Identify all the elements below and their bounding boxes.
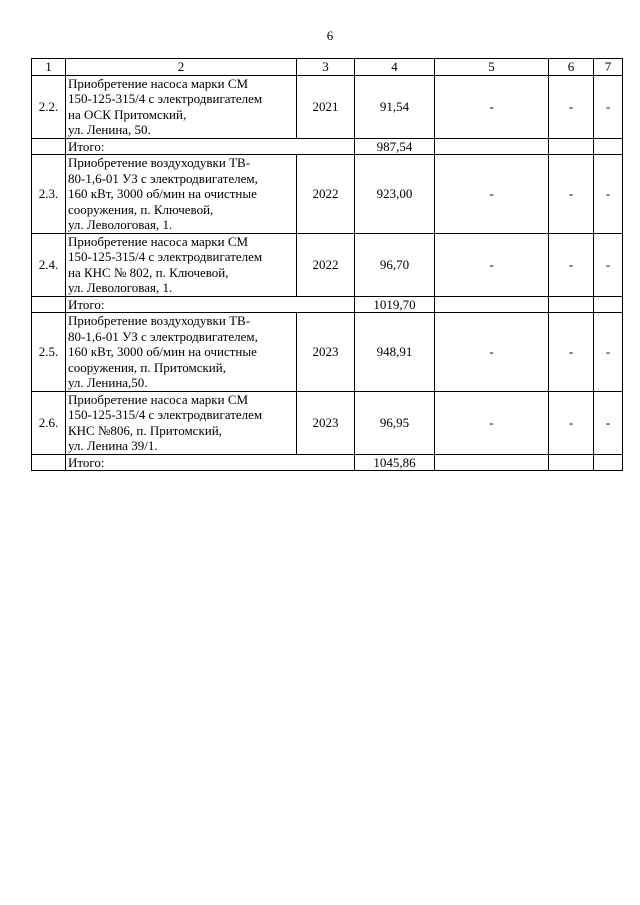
description-line: 160 кВт, 3000 об/мин на очистные bbox=[68, 186, 257, 201]
column-5-value: - bbox=[435, 391, 549, 454]
empty-cell bbox=[549, 138, 594, 155]
total-amount: 987,54 bbox=[355, 138, 435, 155]
column-5-value: - bbox=[435, 155, 549, 234]
description-line: 150-125-315/4 с электродвигателем bbox=[68, 407, 263, 422]
empty-cell bbox=[594, 138, 623, 155]
table-row bbox=[32, 313, 623, 392]
empty-cell bbox=[32, 296, 66, 313]
description-line: 80-1,6-01 УЗ с электродвигателем, bbox=[68, 328, 258, 344]
description-line: сооружения, п. Притомский, bbox=[68, 359, 226, 375]
item-number: 2.2. bbox=[32, 75, 66, 138]
item-number: 2.3. bbox=[32, 155, 66, 234]
total-label: Итого: bbox=[66, 454, 355, 471]
table-header-row bbox=[32, 59, 623, 76]
item-year: 2022 bbox=[297, 155, 355, 234]
header-cell: 5 bbox=[435, 59, 549, 76]
description-line: сооружения, п. Ключевой, bbox=[68, 201, 214, 217]
item-amount: 96,95 bbox=[355, 391, 435, 454]
empty-cell bbox=[549, 296, 594, 313]
total-label: Итого: bbox=[66, 296, 355, 313]
header-cell: 7 bbox=[594, 59, 623, 76]
column-6-value: - bbox=[549, 391, 594, 454]
total-row bbox=[32, 296, 623, 313]
description-line: Приобретение насоса марки СМ bbox=[68, 75, 249, 91]
column-5-value: - bbox=[435, 75, 549, 138]
description-line: ул. Ленина, 50. bbox=[68, 122, 151, 137]
empty-cell bbox=[435, 454, 549, 471]
column-7-value: - bbox=[594, 313, 623, 392]
page-number: 6 bbox=[326, 28, 334, 43]
description-line: на ОСК Притомский, bbox=[68, 106, 187, 122]
description-line: КНС №806, п. Притомский, bbox=[68, 422, 222, 438]
item-number: 2.4. bbox=[32, 233, 66, 296]
header-cell: 3 bbox=[297, 59, 355, 76]
item-year: 2023 bbox=[297, 391, 355, 454]
description-line: Приобретение насоса марки СМ bbox=[68, 233, 249, 249]
description-line: ул. Левологовая, 1. bbox=[68, 280, 173, 295]
description-line: ул. Ленина 39/1. bbox=[68, 438, 158, 453]
empty-cell bbox=[549, 454, 594, 471]
column-6-value: - bbox=[549, 313, 594, 392]
item-amount: 96,70 bbox=[355, 233, 435, 296]
total-amount: 1045,86 bbox=[355, 454, 435, 471]
description-line: ул. Левологовая, 1. bbox=[68, 217, 173, 232]
description-line: ул. Ленина,50. bbox=[68, 375, 148, 390]
item-amount: 91,54 bbox=[355, 75, 435, 138]
empty-cell bbox=[32, 454, 66, 471]
item-year: 2023 bbox=[297, 313, 355, 392]
empty-cell bbox=[594, 454, 623, 471]
description-line: Приобретение воздуходувки ТВ- bbox=[68, 155, 251, 170]
total-row bbox=[32, 138, 623, 155]
column-7-value: - bbox=[594, 75, 623, 138]
description-line: Приобретение насоса марки СМ bbox=[68, 391, 249, 407]
description-line: 80-1,6-01 УЗ с электродвигателем, bbox=[68, 170, 258, 186]
item-description bbox=[66, 75, 297, 138]
column-7-value: - bbox=[594, 155, 623, 234]
column-7-value: - bbox=[594, 391, 623, 454]
empty-cell bbox=[32, 138, 66, 155]
budget-table bbox=[31, 58, 623, 471]
empty-cell bbox=[594, 296, 623, 313]
table-row bbox=[32, 155, 623, 234]
item-year: 2022 bbox=[297, 233, 355, 296]
description-line: 150-125-315/4 с электродвигателем bbox=[68, 91, 263, 106]
total-row bbox=[32, 454, 623, 471]
header-cell: 2 bbox=[66, 59, 297, 76]
empty-cell bbox=[435, 138, 549, 155]
item-description bbox=[66, 391, 297, 454]
empty-cell bbox=[435, 296, 549, 313]
header-cell: 1 bbox=[32, 59, 66, 76]
header-cell: 4 bbox=[355, 59, 435, 76]
description-line: на КНС № 802, п. Ключевой, bbox=[68, 264, 229, 280]
column-6-value: - bbox=[549, 155, 594, 234]
item-number: 2.6. bbox=[32, 391, 66, 454]
table-row bbox=[32, 391, 623, 454]
column-5-value: - bbox=[435, 313, 549, 392]
item-amount: 923,00 bbox=[355, 155, 435, 234]
item-description bbox=[66, 313, 297, 392]
column-6-value: - bbox=[549, 75, 594, 138]
total-amount: 1019,70 bbox=[355, 296, 435, 313]
table-row bbox=[32, 75, 623, 138]
description-line: 160 кВт, 3000 об/мин на очистные bbox=[68, 344, 257, 359]
column-7-value: - bbox=[594, 233, 623, 296]
item-year: 2021 bbox=[297, 75, 355, 138]
item-description bbox=[66, 155, 297, 234]
item-number: 2.5. bbox=[32, 313, 66, 392]
column-6-value: - bbox=[549, 233, 594, 296]
item-amount: 948,91 bbox=[355, 313, 435, 392]
table-row bbox=[32, 233, 623, 296]
item-description bbox=[66, 233, 297, 296]
header-cell: 6 bbox=[549, 59, 594, 76]
description-line: 150-125-315/4 с электродвигателем bbox=[68, 249, 263, 264]
column-5-value: - bbox=[435, 233, 549, 296]
total-label: Итого: bbox=[66, 138, 355, 155]
description-line: Приобретение воздуходувки ТВ- bbox=[68, 313, 251, 328]
